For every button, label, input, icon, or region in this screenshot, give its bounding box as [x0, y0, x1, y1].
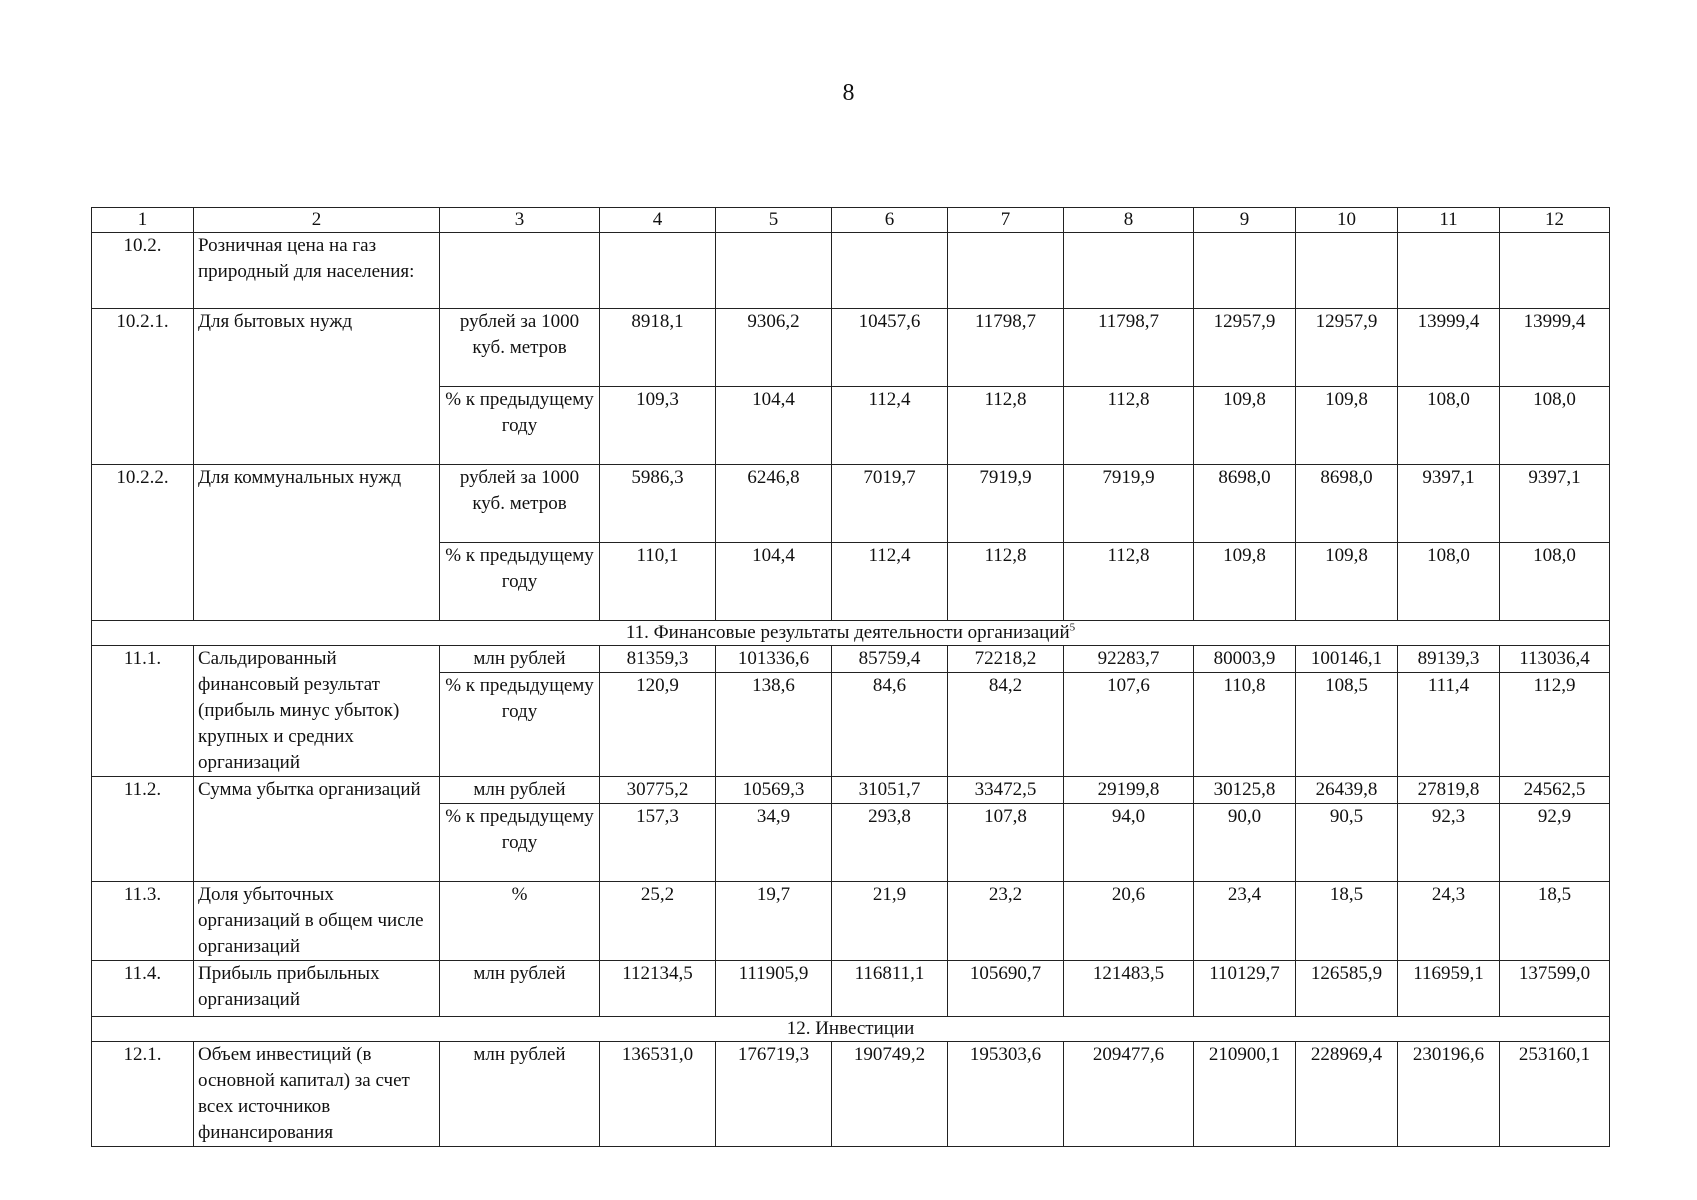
value-cell: 109,8: [1194, 543, 1296, 621]
table-row: [92, 961, 1610, 1017]
indicator-name: Объем инвестиций (в основной капитал) за счет всех источников финансирования: [194, 1042, 440, 1147]
value-cell: 116811,1: [832, 961, 948, 1017]
value-cell: 112,8: [948, 387, 1064, 465]
value-cell: 24562,5: [1500, 777, 1610, 804]
value-cell: 112,8: [948, 543, 1064, 621]
indicator-name: Сумма убытка организаций: [194, 777, 440, 882]
value-cell: 110129,7: [1194, 961, 1296, 1017]
section-header-row: [92, 1017, 1610, 1042]
value-cell: 23,4: [1194, 882, 1296, 961]
value-cell: 11798,7: [948, 309, 1064, 387]
value-cell: [1296, 233, 1398, 309]
value-cell: 92283,7: [1064, 646, 1194, 673]
value-cell: 108,0: [1500, 543, 1610, 621]
value-cell: 18,5: [1296, 882, 1398, 961]
column-number: 12: [1500, 208, 1610, 233]
indicator-code: 11.1.: [92, 646, 194, 777]
unit-cell: % к предыдущему году: [440, 543, 600, 621]
section-title-text: 12. Инвестиции: [786, 1018, 915, 1039]
value-cell: 108,0: [1398, 387, 1500, 465]
page-number: 8: [842, 80, 855, 106]
column-number: 9: [1194, 208, 1296, 233]
value-cell: [1194, 233, 1296, 309]
value-cell: 293,8: [832, 804, 948, 882]
indicator-code: 10.2.: [92, 233, 194, 309]
table-row: [92, 646, 1610, 673]
value-cell: 84,6: [832, 673, 948, 777]
indicator-name: Для бытовых нужд: [194, 309, 440, 465]
indicator-name: Доля убыточных организаций в общем числе организаций: [194, 882, 440, 961]
value-cell: 100146,1: [1296, 646, 1398, 673]
column-number: 2: [194, 208, 440, 233]
column-number: 3: [440, 208, 600, 233]
value-cell: 113036,4: [1500, 646, 1610, 673]
unit-cell: млн рублей: [440, 961, 600, 1017]
value-cell: 105690,7: [948, 961, 1064, 1017]
value-cell: 13999,4: [1398, 309, 1500, 387]
value-cell: 120,9: [600, 673, 716, 777]
value-cell: 109,8: [1296, 543, 1398, 621]
value-cell: 209477,6: [1064, 1042, 1194, 1147]
value-cell: 109,8: [1194, 387, 1296, 465]
value-cell: 9306,2: [716, 309, 832, 387]
value-cell: 23,2: [948, 882, 1064, 961]
value-cell: 81359,3: [600, 646, 716, 673]
value-cell: 33472,5: [948, 777, 1064, 804]
value-cell: 10569,3: [716, 777, 832, 804]
value-cell: 94,0: [1064, 804, 1194, 882]
value-cell: [600, 233, 716, 309]
value-cell: 84,2: [948, 673, 1064, 777]
value-cell: 108,0: [1398, 543, 1500, 621]
value-cell: 195303,6: [948, 1042, 1064, 1147]
value-cell: 72218,2: [948, 646, 1064, 673]
unit-cell: [440, 233, 600, 309]
indicator-code: 10.2.1.: [92, 309, 194, 465]
value-cell: 210900,1: [1194, 1042, 1296, 1147]
indicator-name: Прибыль прибыльных организаций: [194, 961, 440, 1017]
value-cell: 80003,9: [1194, 646, 1296, 673]
value-cell: 6246,8: [716, 465, 832, 543]
column-number: 1: [92, 208, 194, 233]
value-cell: 112,8: [1064, 543, 1194, 621]
value-cell: 136531,0: [600, 1042, 716, 1147]
value-cell: 20,6: [1064, 882, 1194, 961]
value-cell: 9397,1: [1398, 465, 1500, 543]
unit-cell: % к предыдущему году: [440, 387, 600, 465]
value-cell: 18,5: [1500, 882, 1610, 961]
value-cell: 90,5: [1296, 804, 1398, 882]
value-cell: 90,0: [1194, 804, 1296, 882]
value-cell: 19,7: [716, 882, 832, 961]
value-cell: 29199,8: [1064, 777, 1194, 804]
footnote-marker: 5: [1069, 621, 1076, 634]
value-cell: 111905,9: [716, 961, 832, 1017]
value-cell: 12957,9: [1296, 309, 1398, 387]
value-cell: 109,3: [600, 387, 716, 465]
value-cell: 108,5: [1296, 673, 1398, 777]
value-cell: 89139,3: [1398, 646, 1500, 673]
indicator-table: [91, 207, 1610, 1147]
value-cell: 138,6: [716, 673, 832, 777]
unit-cell: % к предыдущему году: [440, 673, 600, 777]
value-cell: 21,9: [832, 882, 948, 961]
value-cell: 253160,1: [1500, 1042, 1610, 1147]
column-number: 4: [600, 208, 716, 233]
column-number: 8: [1064, 208, 1194, 233]
section-title: [92, 1017, 1610, 1042]
section-header-row: [92, 621, 1610, 646]
indicator-code: 11.2.: [92, 777, 194, 882]
unit-cell: млн рублей: [440, 1042, 600, 1147]
value-cell: 10457,6: [832, 309, 948, 387]
value-cell: [1500, 233, 1610, 309]
table-row: [92, 1042, 1610, 1147]
value-cell: 190749,2: [832, 1042, 948, 1147]
value-cell: 110,1: [600, 543, 716, 621]
value-cell: 107,6: [1064, 673, 1194, 777]
value-cell: 230196,6: [1398, 1042, 1500, 1147]
indicator-code: 10.2.2.: [92, 465, 194, 621]
value-cell: 112134,5: [600, 961, 716, 1017]
value-cell: 8698,0: [1296, 465, 1398, 543]
value-cell: 12957,9: [1194, 309, 1296, 387]
unit-cell: млн рублей: [440, 777, 600, 804]
unit-cell: рублей за 1000 куб. метров: [440, 309, 600, 387]
value-cell: [832, 233, 948, 309]
value-cell: 126585,9: [1296, 961, 1398, 1017]
table-row: [92, 233, 1610, 309]
value-cell: 9397,1: [1500, 465, 1610, 543]
value-cell: 7019,7: [832, 465, 948, 543]
value-cell: 13999,4: [1500, 309, 1610, 387]
value-cell: 7919,9: [948, 465, 1064, 543]
column-number: 6: [832, 208, 948, 233]
value-cell: 109,8: [1296, 387, 1398, 465]
value-cell: 137599,0: [1500, 961, 1610, 1017]
indicator-name: Для коммунальных нужд: [194, 465, 440, 621]
indicator-name: Розничная цена на газ природный для населения:: [194, 233, 440, 309]
value-cell: 25,2: [600, 882, 716, 961]
indicator-code: 12.1.: [92, 1042, 194, 1147]
column-number: 10: [1296, 208, 1398, 233]
value-cell: 30775,2: [600, 777, 716, 804]
value-cell: [1064, 233, 1194, 309]
value-cell: 31051,7: [832, 777, 948, 804]
value-cell: 112,8: [1064, 387, 1194, 465]
value-cell: 26439,8: [1296, 777, 1398, 804]
value-cell: 5986,3: [600, 465, 716, 543]
value-cell: 11798,7: [1064, 309, 1194, 387]
value-cell: 85759,4: [832, 646, 948, 673]
table-row: [92, 465, 1610, 543]
value-cell: 228969,4: [1296, 1042, 1398, 1147]
table-row: [92, 882, 1610, 961]
value-cell: 111,4: [1398, 673, 1500, 777]
unit-cell: рублей за 1000 куб. метров: [440, 465, 600, 543]
value-cell: [948, 233, 1064, 309]
table-row: [92, 777, 1610, 804]
unit-cell: % к предыдущему году: [440, 804, 600, 882]
indicator-code: 11.3.: [92, 882, 194, 961]
column-number: 11: [1398, 208, 1500, 233]
value-cell: 104,4: [716, 543, 832, 621]
section-title: [92, 621, 1610, 646]
value-cell: [1398, 233, 1500, 309]
unit-cell: млн рублей: [440, 646, 600, 673]
value-cell: 176719,3: [716, 1042, 832, 1147]
value-cell: 8918,1: [600, 309, 716, 387]
value-cell: 92,9: [1500, 804, 1610, 882]
value-cell: 8698,0: [1194, 465, 1296, 543]
column-number: 5: [716, 208, 832, 233]
value-cell: 7919,9: [1064, 465, 1194, 543]
indicator-name: Сальдированный финансовый результат (прибыль минус убыток) крупных и средних организаций: [194, 646, 440, 777]
value-cell: 34,9: [716, 804, 832, 882]
value-cell: 92,3: [1398, 804, 1500, 882]
column-number-row: [92, 208, 1610, 233]
indicator-code: 11.4.: [92, 961, 194, 1017]
table-row: [92, 309, 1610, 387]
column-number: 7: [948, 208, 1064, 233]
value-cell: 27819,8: [1398, 777, 1500, 804]
value-cell: 157,3: [600, 804, 716, 882]
value-cell: 121483,5: [1064, 961, 1194, 1017]
value-cell: [716, 233, 832, 309]
value-cell: 108,0: [1500, 387, 1610, 465]
value-cell: 112,4: [832, 387, 948, 465]
value-cell: 24,3: [1398, 882, 1500, 961]
unit-cell: %: [440, 882, 600, 961]
value-cell: 110,8: [1194, 673, 1296, 777]
value-cell: 112,9: [1500, 673, 1610, 777]
value-cell: 112,4: [832, 543, 948, 621]
value-cell: 107,8: [948, 804, 1064, 882]
section-title-text: 11. Финансовые результаты деятельности организаций: [625, 622, 1070, 643]
value-cell: 104,4: [716, 387, 832, 465]
value-cell: 101336,6: [716, 646, 832, 673]
value-cell: 30125,8: [1194, 777, 1296, 804]
value-cell: 116959,1: [1398, 961, 1500, 1017]
